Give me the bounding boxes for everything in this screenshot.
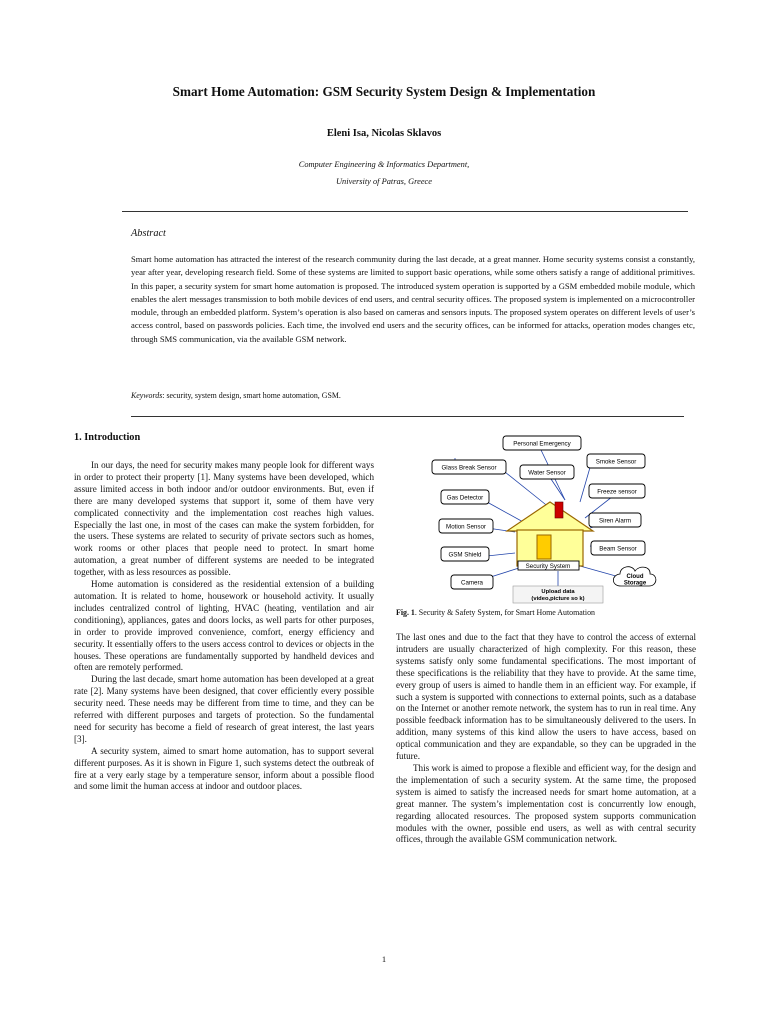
keywords-label: Keywords	[131, 391, 163, 400]
house-icon	[507, 502, 593, 566]
svg-text:Smoke Sensor: Smoke Sensor	[595, 458, 637, 466]
siren-alarm-box	[589, 513, 641, 527]
motion-sensor-box	[439, 519, 493, 533]
water-sensor-box	[520, 465, 574, 479]
svg-text:Motion Sensor: Motion Sensor	[446, 523, 486, 531]
abstract-rule	[131, 416, 684, 417]
svg-text:Camera: Camera	[460, 579, 484, 587]
upload-data-label-2: (video,picture so k)	[531, 596, 585, 602]
security-system-box	[518, 561, 579, 570]
figure-caption-label: Fig. 1	[396, 608, 415, 617]
beam-sensor-box	[591, 541, 645, 555]
section-heading-introduction: 1. Introduction	[74, 432, 141, 443]
cloud-storage-label-2: Storage	[623, 580, 647, 587]
figure-caption-text: . Security & Safety System, for Smart Home Automation	[414, 608, 596, 617]
figure-security-system-diagram	[425, 428, 715, 605]
keywords	[131, 391, 341, 400]
glass-break-sensor-box	[432, 460, 506, 474]
paragraph: In our days, the need for security makes many people look for different ways in order to protect their property [1]. Many systems have been developed, which assure limited access in both indoor and/or outdoor environments. But, even if there are many developed systems that support it, some of them have very complicated connectivity and the implementation cost reaches high values. Especially the last one, in most of the cases can make the system forbidden, for the users. These systems are related to security of private sectors such as homes, work rooms or other places that people need to protect. In smart home automation, a great number of different systems are needed to be integrated together, with as less resources as possible.	[74, 460, 374, 578]
left-column	[74, 460, 374, 793]
security-system-label: Security System	[525, 563, 571, 570]
cloud-storage-icon	[613, 567, 656, 587]
personal-emergency-box	[503, 436, 581, 450]
camera-box	[451, 575, 493, 589]
freeze-sensor-box	[589, 484, 645, 498]
page-number: 1	[381, 954, 387, 964]
cloud-storage-label-1: Cloud	[626, 574, 644, 580]
svg-text:GSM Shield: GSM Shield	[448, 551, 482, 559]
svg-text:Beam Sensor: Beam Sensor	[599, 545, 637, 553]
upload-data-box	[513, 586, 603, 603]
paper-title: Smart Home Automation: GSM Security System Design & Implementation	[172, 84, 596, 99]
affiliation-department: Computer Engineering & Informatics Department,	[298, 160, 470, 169]
svg-text:Water Sensor: Water Sensor	[528, 469, 566, 477]
top-rule	[122, 211, 688, 212]
upload-data-label-1: Upload data	[541, 589, 575, 595]
svg-text:Glass Break Sensor: Glass Break Sensor	[441, 464, 497, 472]
paragraph: This work is aimed to propose a flexible and efficient way, for the design and the implementation of such a security system. At the same time, the proposed system is aimed to satisfy the increased needs for smart home automation, at a great manner. The system’s implementation cost is concurrently low enough, regarding allocated resources. The proposed system supports communication modules with the owner, possible end users, as well as with central security offices, through the available GSM communication network.	[396, 762, 696, 845]
abstract-text: Smart home automation has attracted the interest of the research community during the last decade, at a great manner. Home security systems consist a constantly, year after year, developing research field. Some of these systems are limited to support basic operations, while some others satisfy a range of additional primitives. In this paper, a security system for smart home automation is proposed. The introduced system operation is supported by a GSM embedded mobile module, which enables the alert messages transmission to both mobile devices of end users, and central security offices. The proposed system is implemented on a microcontroller module, through an embedded platform. System’s operation is also based on cameras and sensors inputs. The proposed system operates on different levels of user’s access control, based on passwords policies. Each time, the involved end users and the security offices, can be informed for attacks, operation modes changes etc, through SMS communication, via the available GSM network.	[131, 254, 695, 344]
figure-caption	[396, 608, 716, 617]
affiliation-university: University of Patras, Greece	[336, 177, 432, 186]
paragraph: A security system, aimed to smart home automation, has to support several different purposes. As it is shown in Figure 1, such systems detect the outbreak of fire at a very early stage by a temperature sensor, inform about a possible flood and some limit the human access at indoor and outdoor places.	[74, 745, 374, 792]
svg-text:Freeze sensor: Freeze sensor	[597, 488, 637, 496]
right-column	[396, 632, 696, 846]
gsm-shield-box	[441, 547, 489, 561]
svg-text:Gas Detector: Gas Detector	[446, 494, 484, 502]
keywords-list: : security, system design, smart home automation, GSM.	[162, 391, 341, 400]
paragraph: The last ones and due to the fact that they have to control the access of external intruders are usually characterized of high complexity. For this reason, these systems satisfy only some fundamental specifications. The most important of these specifications is the reliability that they have to provide. At the same time, every group of users is aimed to handle them in an efficient way. For example, if such a system is supported with connections to external points, such as a database on the Internet or another remote network, the system has to run in real time. Any possible feedback information has to be simultaneously delivered to the users. In addition, many systems of this kind allow the users to have access, based on optical communication and they are expandable, so they can be upgraded in the future.	[396, 632, 696, 762]
svg-text:Personal Emergency: Personal Emergency	[513, 440, 571, 448]
gas-detector-box	[441, 490, 489, 504]
abstract-heading: Abstract	[131, 228, 166, 239]
paragraph: Home automation is considered as the residential extension of a building automation. It is related to home, housework or household activity. It usually includes centralized control of lighting, HVAC (heating, ventilation and air conditioning), appliances, gates and doors locks, as well parts for other purposes, in order to provide improved convenience, comfort, energy efficiency and security. It essentially offers to the users access control to devices or objects in the houses. These operations are fundamentally supported by handheld devices and often are remotely performed.	[74, 579, 374, 673]
svg-text:Siren Alarm: Siren Alarm	[599, 517, 631, 525]
authors: Eleni Isa, Nicolas Sklavos	[326, 128, 442, 139]
paragraph: During the last decade, smart home automation has been developed at a great rate [2]. Many systems have been designed, that cover efficiently every possible security need. These needs may be different from time to time, and they can be referred with different purposes and targets of protection. So the fundamental need for security has become a field of research of great interest, the last years [3].	[74, 674, 374, 744]
affiliation	[0, 156, 768, 190]
smoke-sensor-box	[587, 454, 645, 468]
